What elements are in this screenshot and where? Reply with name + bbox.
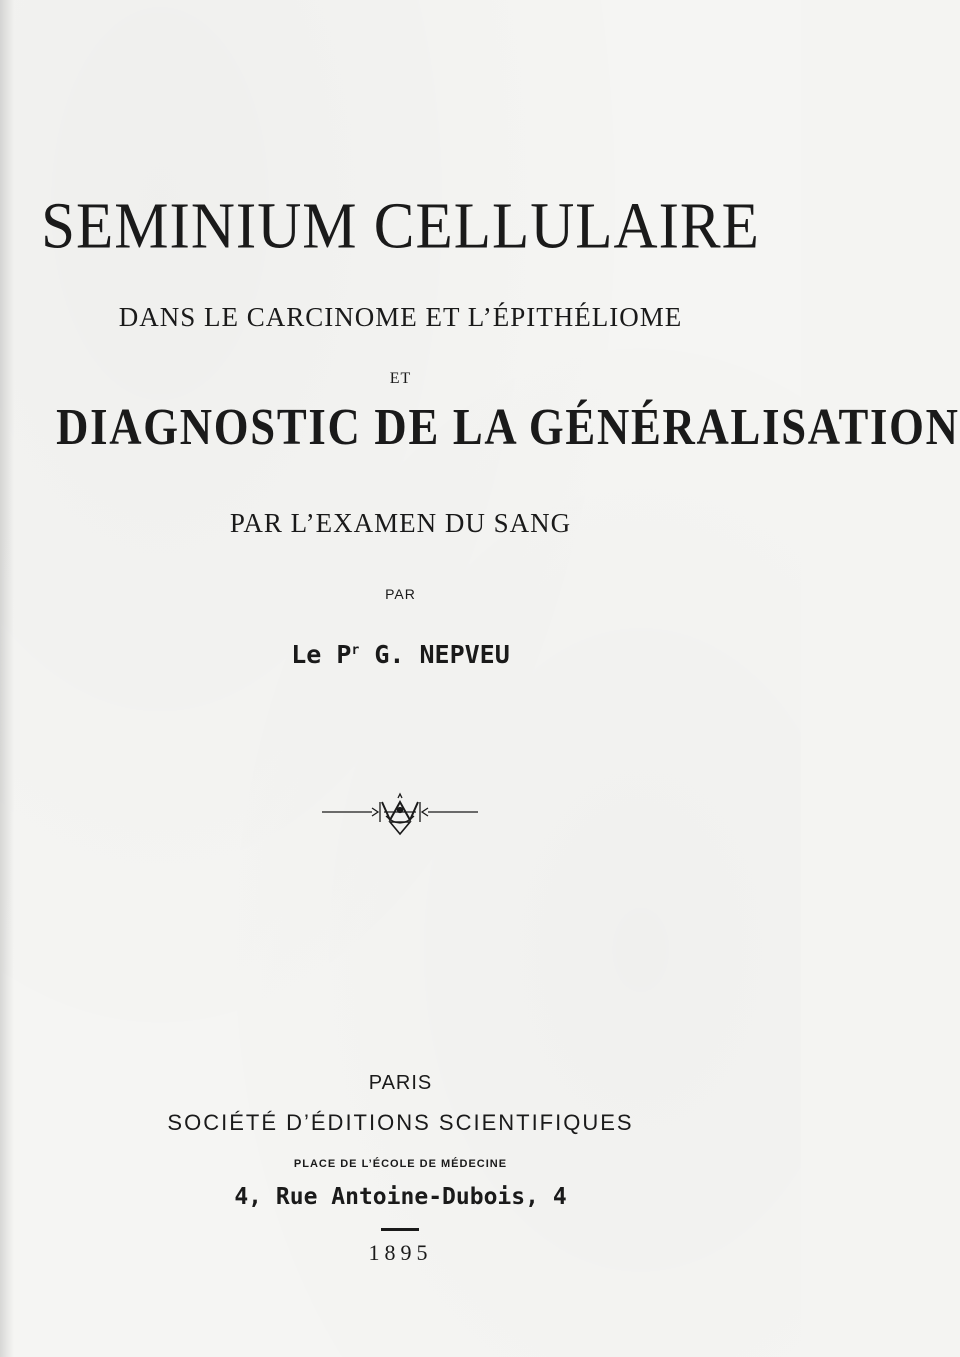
divider-rule — [381, 1228, 419, 1231]
subtitle: DANS LE CARCINOME ET L’ÉPITHÉLIOME — [118, 302, 683, 332]
author-title-sup: r — [351, 643, 360, 658]
third-title: PAR L’EXAMEN DU SANG — [229, 508, 572, 538]
publication-year: 1895 — [368, 1240, 433, 1265]
author-name: G. NEPVEU — [359, 640, 510, 669]
second-title: DIAGNOSTIC DE LA GÉNÉRALISATION — [56, 399, 960, 456]
publisher-address: 4, Rue Antoine-Dubois, 4 — [234, 1184, 567, 1210]
publisher-place: PLACE DE L’ÉCOLE DE MÉDECINE — [293, 1158, 508, 1170]
publication-city: PARIS — [368, 1072, 433, 1094]
byline-par: PAR — [385, 586, 416, 602]
author-prefix: Le P — [291, 640, 352, 669]
conjunction: ET — [389, 370, 412, 387]
main-title: SEMINIUM CELLULAIRE — [41, 190, 760, 263]
publisher-name: SOCIÉTÉ D’ÉDITIONS SCIENTIFIQUES — [167, 1110, 634, 1135]
author-line — [0, 640, 801, 669]
printer-ornament-icon — [320, 790, 480, 850]
